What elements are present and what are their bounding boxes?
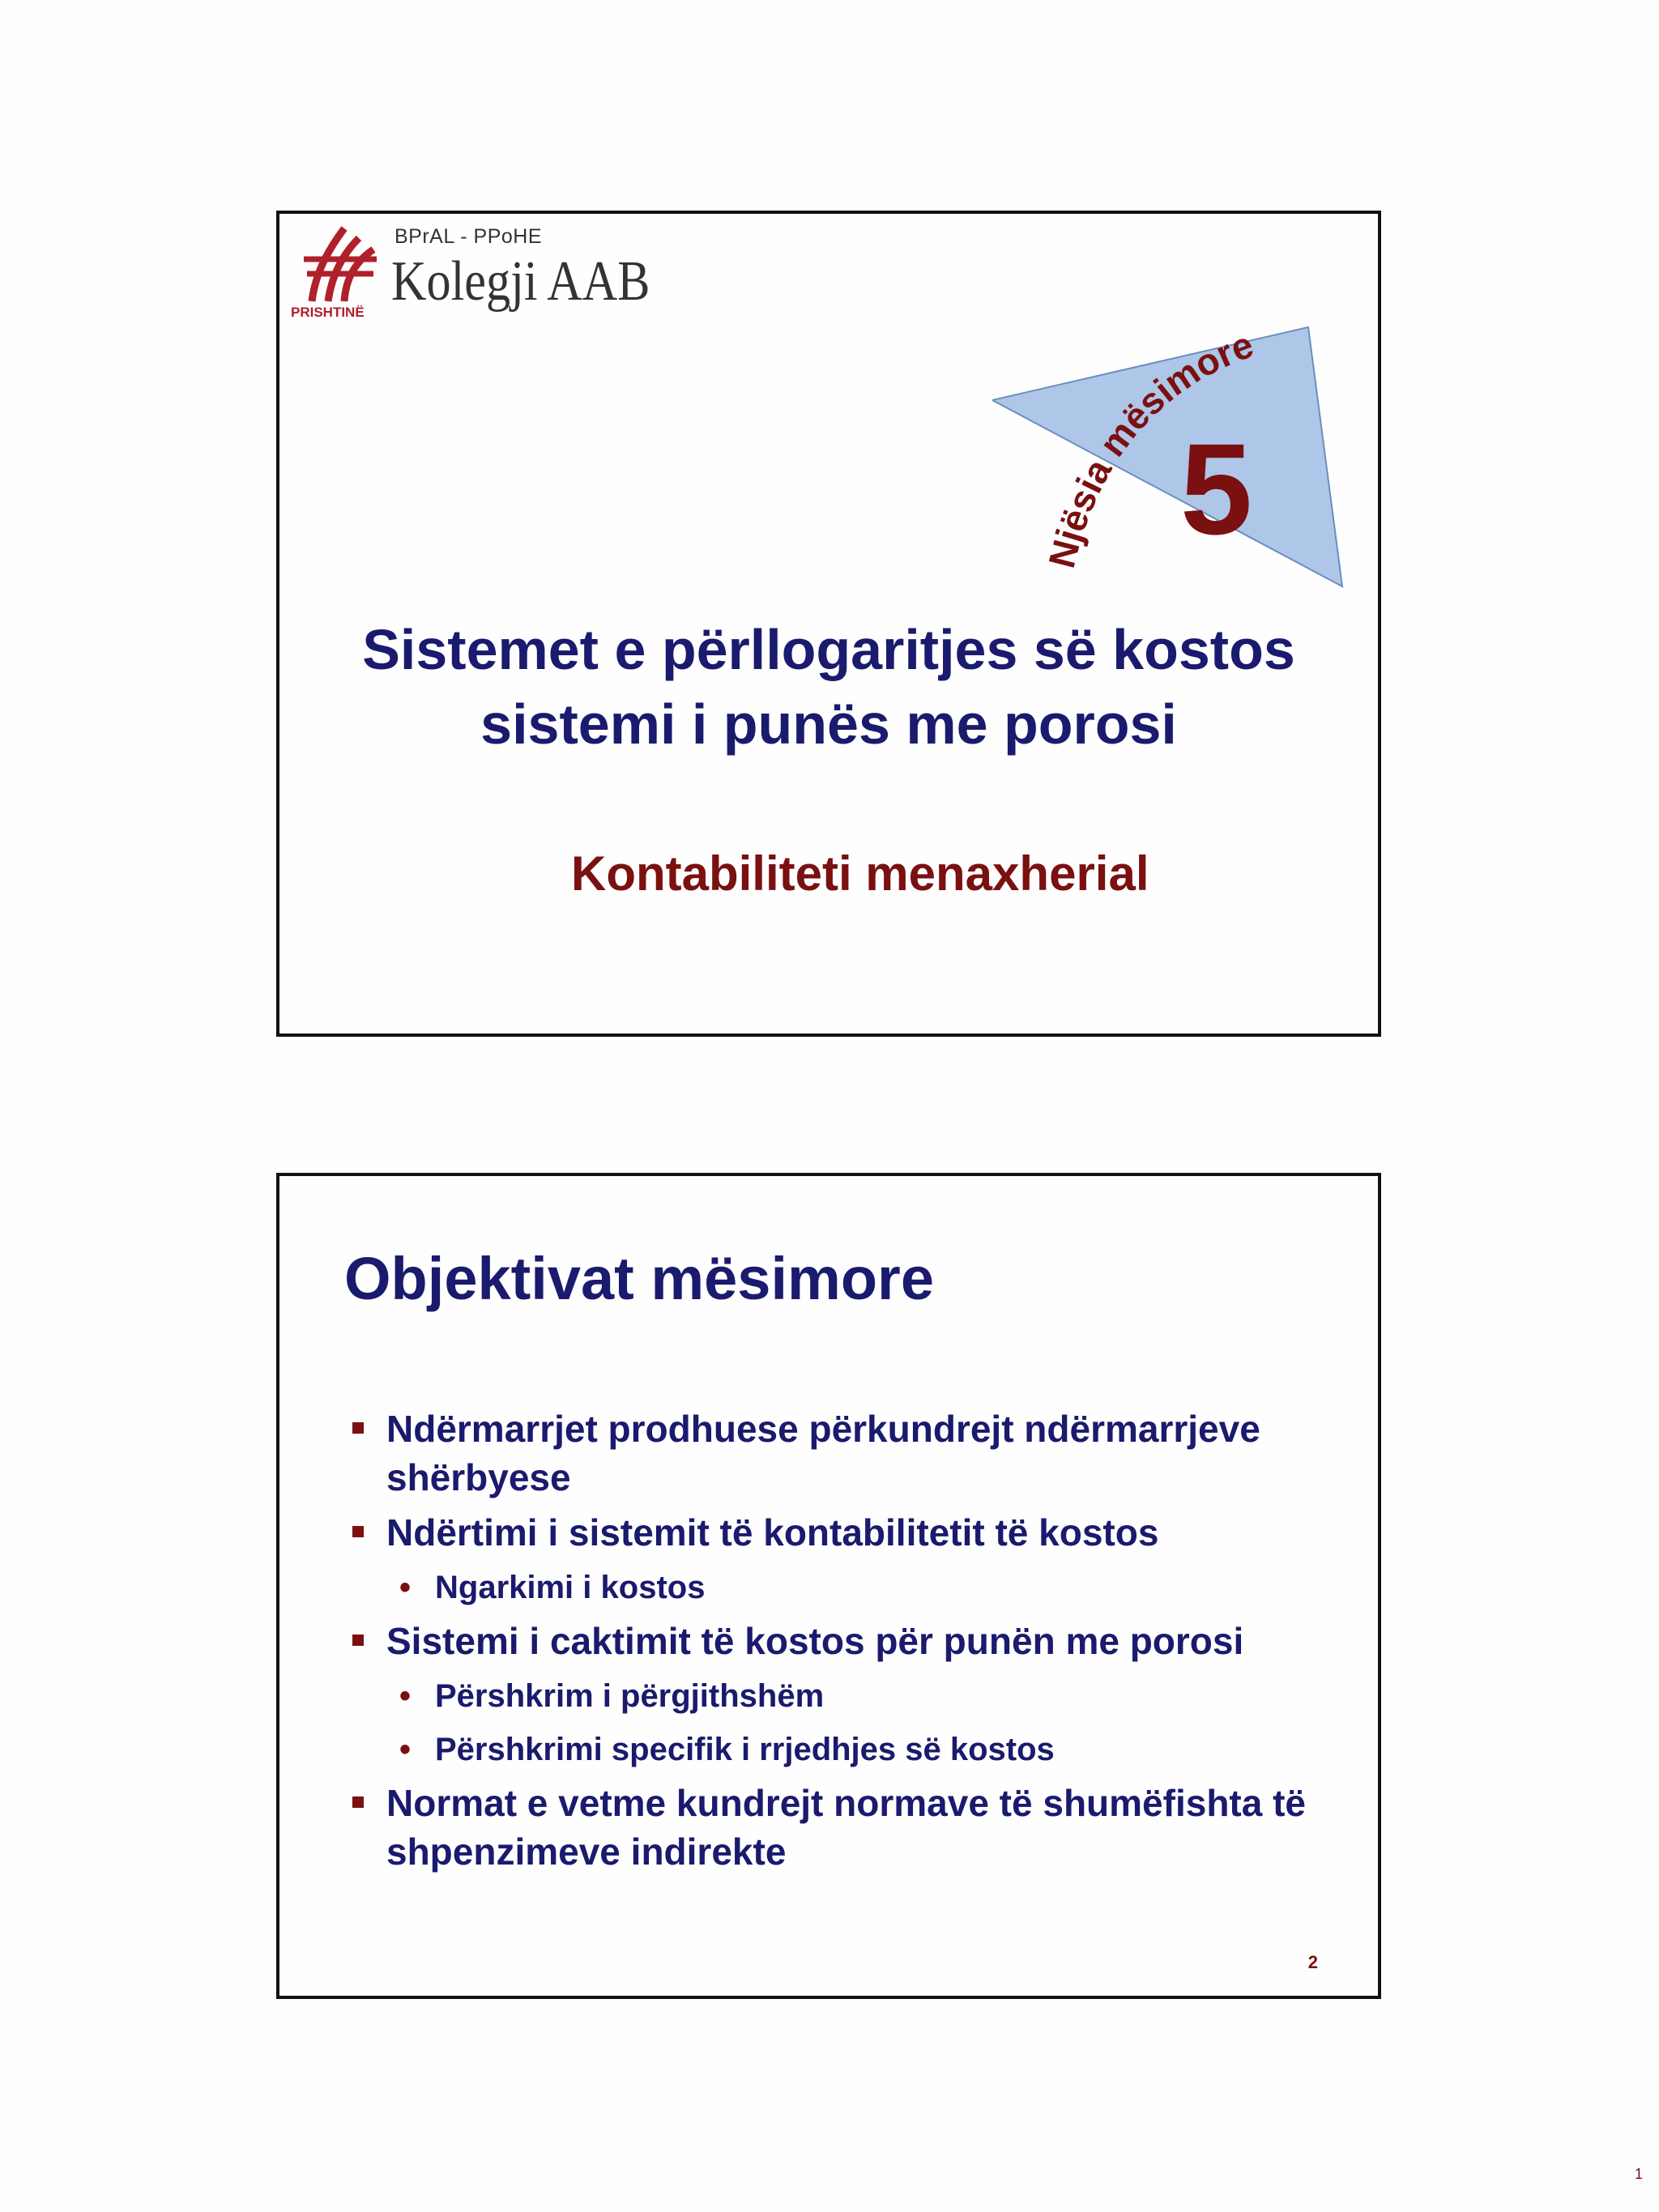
slide-1-title <box>296 612 1362 761</box>
list-item-text: Përshkrimi specifik i rrjedhjes së kostos <box>435 1732 1055 1767</box>
square-bullet-icon <box>352 1796 364 1808</box>
list-item-text: Ndërmarrjet prodhuese përkundrejt ndërmarrjeve shërbyese <box>386 1408 1260 1498</box>
list-item-text: Normat e vetme kundrejt normave të shumëfishta të shpenzimeve indirekte <box>386 1782 1306 1873</box>
list-item-text: Sistemi i caktimit të kostos për punën me porosi <box>386 1620 1244 1662</box>
dot-bullet-icon: • <box>399 1732 412 1767</box>
slide-1 <box>276 211 1381 1037</box>
dot-bullet-icon: • <box>399 1570 412 1605</box>
objectives-list <box>344 1404 1349 1882</box>
unit-label: Njësia mësimore <box>1040 322 1259 573</box>
list-item <box>344 1725 1349 1774</box>
logo-city: PRISHTINË <box>291 305 365 320</box>
unit-badge <box>992 279 1365 619</box>
slide-2 <box>276 1173 1381 1999</box>
square-bullet-icon <box>352 1526 364 1537</box>
list-item-text: Ndërtimi i sistemit të kontabilitetit të kostos <box>386 1511 1159 1554</box>
square-bullet-icon <box>352 1422 364 1434</box>
logo-subtitle: BPrAL - PPoHE <box>394 225 543 248</box>
slide-number: 2 <box>1307 1952 1318 1972</box>
aab-emblem-icon <box>296 220 385 309</box>
page-number: 1 <box>1634 2166 1643 2182</box>
list-item <box>344 1779 1349 1876</box>
list-item <box>344 1563 1349 1612</box>
title-line-1: Sistemet e përllogaritjes së kostos <box>362 618 1295 681</box>
dot-bullet-icon: • <box>399 1678 412 1714</box>
square-bullet-icon <box>352 1634 364 1646</box>
list-item <box>344 1508 1349 1557</box>
title-line-2: sistemi i punës me porosi <box>480 693 1177 756</box>
list-item-text: Ngarkimi i kostos <box>435 1570 706 1605</box>
logo-name: Kolegji AAB <box>391 250 650 313</box>
course-name: Kontabiliteti menaxherial <box>571 846 1149 901</box>
list-item-text: Përshkrim i përgjithshëm <box>435 1678 825 1714</box>
unit-number: 5 <box>1180 416 1252 561</box>
list-item <box>344 1617 1349 1665</box>
college-logo <box>291 220 650 326</box>
slide-2-title: Objektivat mësimore <box>344 1245 934 1312</box>
list-item <box>344 1404 1349 1502</box>
list-item <box>344 1672 1349 1720</box>
